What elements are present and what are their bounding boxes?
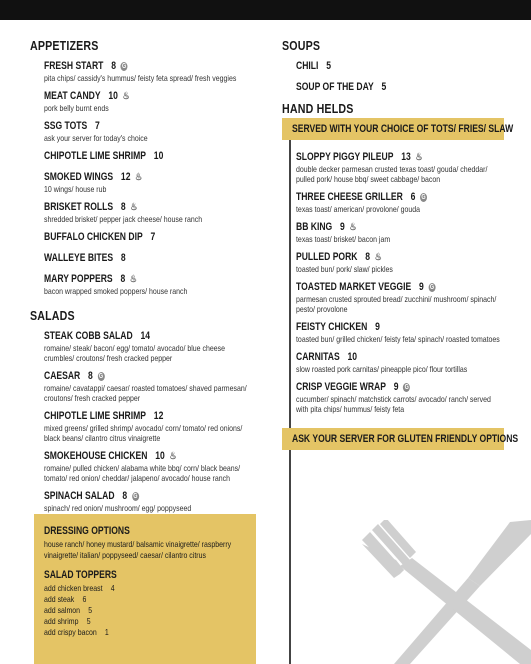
menu-item (44, 167, 260, 194)
item-desc: texas toast/ brisket/ bacon jam (296, 234, 391, 244)
fork-knife-icon (360, 520, 531, 664)
item-name: MEAT CANDY (44, 90, 101, 102)
item-name: SOUP OF THE DAY (296, 81, 374, 93)
topper-item (44, 627, 210, 638)
pepper-icon: ♨ (135, 172, 143, 183)
item-desc: toasted bun/ grilled chicken/ feisty feta/ spinach/ roasted tomatoes (296, 334, 500, 344)
pepper-icon: ♨ (415, 152, 423, 163)
item-name: FRESH START (44, 60, 104, 72)
menu-item (296, 277, 511, 314)
menu-item (296, 347, 511, 374)
item-price: 9 (340, 221, 345, 233)
topper-item (44, 605, 210, 616)
menu-item (44, 146, 260, 164)
item-desc: parmesan crusted sprouted bread/ zucchini/ mushroom/ spinach/ pesto/ provolone (296, 294, 497, 314)
gf-icon: G (133, 492, 138, 500)
sides-banner (282, 118, 514, 140)
item-price: 9 (393, 381, 399, 393)
item-name: MARY POPPERS (44, 273, 113, 285)
menu-item (44, 86, 260, 113)
menu-item (296, 147, 511, 184)
menu-item (44, 406, 260, 443)
item-name: SMOKEHOUSE CHICKEN (44, 450, 148, 462)
item-price: 8 (365, 251, 371, 263)
menu-item (296, 377, 511, 414)
item-name: CHIPOTLE LIME SHRIMP (44, 410, 147, 422)
item-name: BRISKET ROLLS (44, 201, 114, 213)
item-price: 5 (381, 81, 387, 93)
item-name: SMOKED WINGS (44, 171, 114, 183)
item-price: 8 (122, 490, 128, 502)
dressing-text: house ranch/ honey mustard/ balsamic vinaigrette/ raspberry vinaigrette/ italian/ poppyseed/ caesar/ cilantro citrus (44, 539, 232, 560)
item-desc: mixed greens/ grilled shrimp/ avocado/ corn/ tomato/ red onions/ black beans/ cilantro citrus vinaigrette (44, 423, 243, 443)
appetizers-list (44, 56, 260, 296)
menu-item (44, 486, 260, 513)
item-price: 10 (108, 90, 118, 102)
item-name: SSG TOTS (44, 120, 88, 132)
menu-item (296, 77, 507, 95)
item-price: 8 (120, 201, 126, 213)
item-price: 12 (120, 171, 131, 183)
pepper-icon: ♨ (169, 451, 177, 462)
item-price: 8 (88, 370, 93, 382)
handhelds-list (296, 147, 511, 417)
item-desc: pork belly burnt ends (44, 103, 109, 113)
item-name: CRISP VEGGIE WRAP (296, 381, 386, 393)
menu-item (44, 227, 260, 245)
item-price: 6 (410, 191, 416, 203)
item-desc: bacon wrapped smoked poppers/ house ranch (44, 286, 188, 296)
topper-price: 6 (82, 594, 87, 604)
item-price: 9 (419, 281, 424, 293)
menu-item (44, 446, 260, 483)
item-price: 7 (150, 231, 156, 243)
item-name: CAESAR (44, 370, 81, 382)
topper-item (44, 594, 210, 605)
item-desc: romaine/ cavatappi/ caesar/ roasted tomatoes/ shaved parmesan/ croutons/ fresh cracked pepper (44, 383, 247, 403)
sides-banner-text: SERVED WITH YOUR CHOICE OF TOTS/ FRIES/ SLAW (292, 123, 514, 135)
item-price: 5 (326, 60, 331, 72)
item-name: BUFFALO CHICKEN DIP (44, 231, 143, 243)
dressing-box (34, 514, 256, 664)
pepper-icon: ♨ (130, 202, 138, 213)
gf-icon: G (122, 62, 127, 70)
topper-price: 5 (86, 616, 91, 626)
menu-item (44, 366, 260, 403)
soups-list (296, 56, 507, 95)
dressing-heading: DRESSING OPTIONS (44, 525, 130, 537)
item-desc: cucumber/ spinach/ matchstick carrots/ avocado/ ranch/ served with pita chips/ hummus/ feisty feta (296, 394, 491, 414)
item-desc: romaine/ pulled chicken/ alabama white bbq/ corn/ black beans/ tomato/ red onion/ cheddar/ jalapeno/ avocado/ house ranch (44, 463, 241, 483)
menu-item (44, 197, 260, 224)
pepper-icon: ♨ (122, 91, 130, 102)
soups-heading: SOUPS (282, 38, 321, 53)
salads-list (44, 326, 260, 513)
item-desc: 10 wings/ house rub (44, 184, 107, 194)
item-desc: pita chips/ cassidy's hummus/ feisty feta spread/ fresh veggies (44, 73, 237, 83)
left-column (30, 38, 260, 516)
item-name: WALLEYE BITES (44, 252, 114, 264)
item-desc: slow roasted pork carnitas/ pineapple pico/ flour tortillas (296, 364, 468, 374)
column-divider (289, 140, 291, 664)
gf-icon: G (421, 193, 426, 201)
item-price: 12 (153, 410, 164, 422)
item-price: 13 (401, 151, 411, 163)
item-price: 7 (95, 120, 100, 132)
item-name: CARNITAS (296, 351, 340, 363)
menu-item (296, 217, 511, 244)
topper-name: add salmon (44, 605, 81, 615)
menu-item (44, 56, 260, 83)
topper-item (44, 616, 210, 627)
handhelds-heading: HAND HELDS (282, 101, 354, 116)
topper-item (44, 583, 210, 594)
menu-item (296, 187, 511, 214)
item-desc: texas toast/ american/ provolone/ gouda (296, 204, 420, 214)
item-name: BB KING (296, 221, 333, 233)
menu-item (44, 326, 260, 363)
item-desc: ask your server for today's choice (44, 133, 148, 143)
item-price: 10 (347, 351, 358, 363)
item-desc: shredded brisket/ pepper jack cheese/ house ranch (44, 214, 203, 224)
item-name: CHILI (296, 60, 319, 72)
item-name: SPINACH SALAD (44, 490, 115, 502)
menu-item (296, 247, 511, 274)
gf-icon: G (404, 383, 409, 391)
gf-icon: G (98, 372, 104, 380)
appetizers-heading: APPETIZERS (30, 38, 99, 53)
pepper-icon: ♨ (129, 274, 137, 285)
topper-name: add shrimp (44, 616, 79, 626)
item-desc: romaine/ steak/ bacon/ egg/ tomato/ avocado/ blue cheese crumbles/ croutons/ fresh cracked pepper (44, 343, 225, 363)
topper-name: add steak (44, 594, 75, 604)
topper-name: add chicken breast (44, 583, 103, 593)
menu-item (44, 248, 260, 266)
item-name: CHIPOTLE LIME SHRIMP (44, 150, 147, 162)
item-price: 14 (140, 330, 151, 342)
item-name: SLOPPY PIGGY PILEUP (296, 151, 394, 163)
item-price: 8 (111, 60, 117, 72)
item-name: FEISTY CHICKEN (296, 321, 368, 333)
item-price: 10 (155, 450, 165, 462)
item-name: STEAK COBB SALAD (44, 330, 133, 342)
item-price: 9 (375, 321, 380, 333)
topper-price: 4 (110, 583, 115, 593)
item-desc: spinach/ red onion/ mushroom/ egg/ poppyseed (44, 503, 192, 513)
item-price: 10 (153, 150, 164, 162)
item-price: 8 (120, 273, 126, 285)
item-price: 8 (120, 252, 126, 264)
gf-icon: G (429, 283, 435, 291)
menu-item (44, 116, 260, 143)
topper-name: add crispy bacon (44, 627, 97, 637)
item-name: TOASTED MARKET VEGGIE (296, 281, 412, 293)
gluten-banner (282, 428, 519, 450)
item-name: THREE CHEESE GRILLER (296, 191, 403, 203)
menu-item (296, 56, 507, 74)
gluten-banner-text: ASK YOUR SERVER FOR GLUTEN FRIENDLY OPTIONS (292, 433, 519, 445)
pepper-icon: ♨ (374, 252, 382, 263)
top-bar (0, 0, 531, 20)
item-desc: double decker parmesan crusted texas toast/ gouda/ cheddar/ pulled pork/ house bbq/ sweet cabbage/ bacon (296, 164, 488, 184)
right-column (282, 38, 507, 119)
menu-item (296, 317, 511, 344)
item-name: PULLED PORK (296, 251, 358, 263)
item-desc: toasted bun/ pork/ slaw/ pickles (296, 264, 393, 274)
topper-price: 5 (88, 605, 93, 615)
topper-price: 1 (104, 627, 109, 637)
pepper-icon: ♨ (349, 222, 357, 233)
salads-heading: SALADS (30, 308, 75, 323)
menu-item (44, 269, 260, 296)
toppers-heading: SALAD TOPPERS (44, 569, 117, 581)
